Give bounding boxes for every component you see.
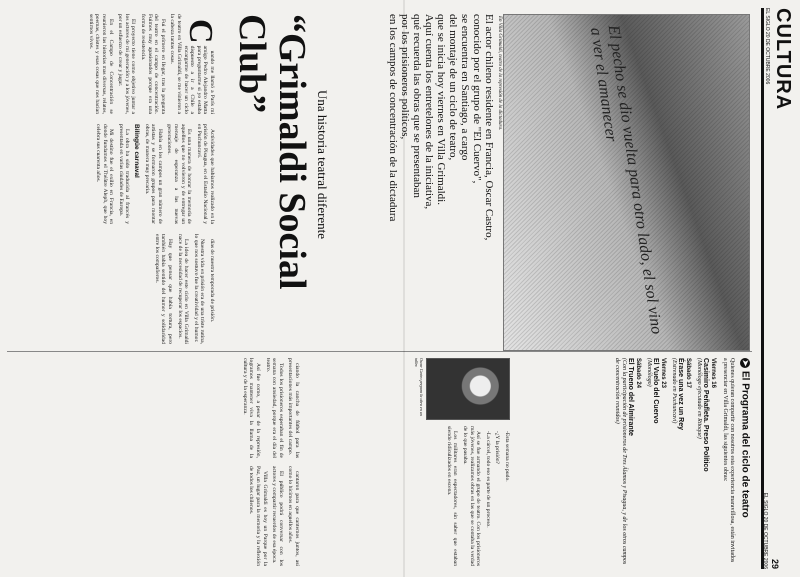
sidebar-intro: Quienes quieran compartir con nosotros esta experiencia maravillosa, están invitados a presenciar en Villa Grimaldi, las siguientes obras: <box>722 358 735 563</box>
event-date: Viernes 16 <box>710 358 716 388</box>
paragraph: Todos los prisioneros esperaban el fin de semana con ansiedad, porque era el día del teatro. <box>264 358 284 458</box>
sidebar-title <box>740 358 750 566</box>
paragraph: Hay que pensar que había tortura, pero también había sentido del humor y solidaridad entre los compañeros. <box>153 234 174 344</box>
column-divider <box>7 351 752 352</box>
deck-line: del montaje de un ciclo de teatro, <box>447 14 459 161</box>
photo-handwriting: El pecho se dio vuelta para otro lado, el sol vino a ver el amanecer <box>586 24 665 336</box>
paragraph: Actividades que habíamos realizado en la prisión de Pisagua, en el Estadio Nacional y en Puchuncaví. <box>195 124 215 224</box>
program-event <box>645 358 666 566</box>
event-date: Viernes 23 <box>660 358 666 388</box>
paragraph: Así se fue armando el grupo de teatro. Con los prisioneros más jóvenes, realizamos obras en las que se contaba la verdad de lo que pasaba. <box>462 426 482 566</box>
event-date: Sábado 24 <box>635 358 641 389</box>
event-date: Sábado 17 <box>685 358 691 389</box>
deck-line: El actor chileno residente en Francia, Oscar Castro, <box>483 14 495 241</box>
article-column <box>10 234 215 344</box>
paragraph: Villa Grimaldi es hoy un Parque por la Paz, un lugar para la memoria y la reflexión de todos los chilenos. <box>248 466 268 566</box>
program-event <box>670 358 691 566</box>
kicker: Una historia teatral diferente <box>315 90 330 240</box>
footer-date: EL SIGLO 20 DE OCTUBRE 2006 <box>762 492 768 569</box>
arrow-right-icon: ➤ <box>741 359 750 367</box>
deck-line: conocido por el grupo de "El Cuervo", <box>471 14 483 184</box>
paragraph: -Esta semana no pudo. <box>504 431 510 482</box>
paragraph: ciando la cancha de fútbol para las presentaciones más importantes del campo. <box>287 358 300 458</box>
deck-line: qué recuerda las obras que se presentaban <box>411 14 423 198</box>
drop-cap: C <box>182 19 219 44</box>
article-column <box>310 426 510 566</box>
paragraph: Es una manera de honrar la memoria de aquellos que no volvieron y de entregar un mensaje de esperanza a las nuevas generaciones. <box>166 124 193 224</box>
event-note: (Estrenado en Puchuncaví) <box>671 358 677 424</box>
paragraph <box>169 14 219 114</box>
program-event <box>695 358 716 566</box>
program-event <box>613 358 641 566</box>
inset-photo <box>426 358 510 420</box>
article-column <box>10 124 215 224</box>
header-date: EL SIGLO 20 DE OCTUBRE 2006 <box>764 8 770 85</box>
main-photo <box>503 14 750 351</box>
paragraph: En el Campo de Concentración se reunieron las historias mas diversas, relatos, poemas, chistes y esas cosas que nos hacian sentirnos vivos. <box>87 14 114 114</box>
event-title: Érase una vez un Rey <box>677 358 684 430</box>
event-title: El Vuelo del Cuervo <box>652 358 659 424</box>
article-column <box>10 14 219 114</box>
deck-line: Aquí cuenta los entretelones de la iniciativa, <box>423 14 435 210</box>
paragraph: Así fue como, a pesar de la represión, logramos mantener viva la llama de la cultura y de la esperanza. <box>241 358 262 458</box>
paragraph: El proyecto tiene como objetivo juntar a los actores de mi generación y a los jóvenes, por un esfuerzo de crear y jugar. <box>117 14 137 114</box>
paragraph: El público podrá conversar con los actores y compartir recuerdos de esa época. <box>271 466 284 566</box>
paragraph: -La cárcel, todo eso es parte de un proceso. <box>484 431 491 528</box>
event-note: (Con la participación de prisioneros de Tres Álamos y Pisagua, y de los otros campos de concentración reunidos) <box>614 358 627 565</box>
paragraph: Mi destino fue el exilio en Francia, en donde fundamos el Théâtre Aleph, que hoy celebra sus cuarenta años. <box>95 124 115 224</box>
photo-caption: En Villa Grimaldi, teatro de la represión de la dictadura. <box>497 16 502 131</box>
paragraph: días de nuestra temporada de prisión. <box>209 239 215 323</box>
section-title: CULTURA <box>772 8 794 111</box>
paragraph: Había en los campos un gran número de artistas y se formaron grupos para montar obras, de manera muy precaria. <box>143 124 163 224</box>
paragraph: Los militares eran espectadores, sin saber que estaban siendo ridiculizados en escena. <box>445 426 459 566</box>
paragraph: cantaron para que cantemos juntos, así como lo hicimos en aquellos años. <box>287 466 300 566</box>
deck-line: en los campos de concentración de la dictadura <box>387 14 399 222</box>
event-title: Casimiro Peñafleta. Preso Político <box>702 358 709 472</box>
paragraph: Nuestra vida en prisión era de una triste rutina, lo que nos sostuvo fue la creatividad y el humor. <box>192 234 206 344</box>
program-sidebar <box>520 358 750 566</box>
headline: “Grimaldi Social Club” <box>231 14 313 290</box>
paragraph: La obra ha sido traducida al francés y presentada en varias ciudades de Europa. <box>117 124 131 224</box>
paragraph-text: uando me llamó a París mi amigo Pedro Alejandro Matta para preguntarme si yo estaba dispuesto a ir a Chile a encargarme de hacer un ciclo de teatro en Villa Grimaldi, se me vinieron a la cabeza tantas cosas. <box>169 14 215 114</box>
event-title: El Trueno del Almirante <box>627 358 634 436</box>
paragraph: La idea de hacer este ciclo en Villa Grimaldi nace de la necesidad de recuperar los espacios. <box>176 234 190 344</box>
article-column <box>10 358 300 458</box>
event-note: (Monólogo) <box>646 358 652 387</box>
deck-line: por los prisioneros políticos, <box>399 14 411 140</box>
page-fold <box>403 0 405 577</box>
sidebar-title-text: El Programa del ciclo de teatro <box>739 371 751 518</box>
paragraph: Fui el primero en llegar, tras la pregunta del teatro en el campo de concentración. Fuimos muy apasionados porque era una forma de resistencia. <box>140 14 166 114</box>
deck-line: se encuentra en Santiago, a cargo <box>459 14 471 161</box>
event-note: (Monólogo ejecutado en Ritoque) <box>696 358 702 439</box>
article-column <box>10 466 300 566</box>
paragraph: -¿Y la prisión? <box>494 431 501 465</box>
subheading: Bilingüe carnaval <box>133 124 141 178</box>
page-header <box>761 8 794 569</box>
deck-line: que se inicia hoy viernes en Villa Grimaldi. <box>435 14 447 205</box>
page-number: 29 <box>770 558 780 569</box>
inset-caption: Oscar Castro prepara la obra en un taller. <box>414 358 424 416</box>
